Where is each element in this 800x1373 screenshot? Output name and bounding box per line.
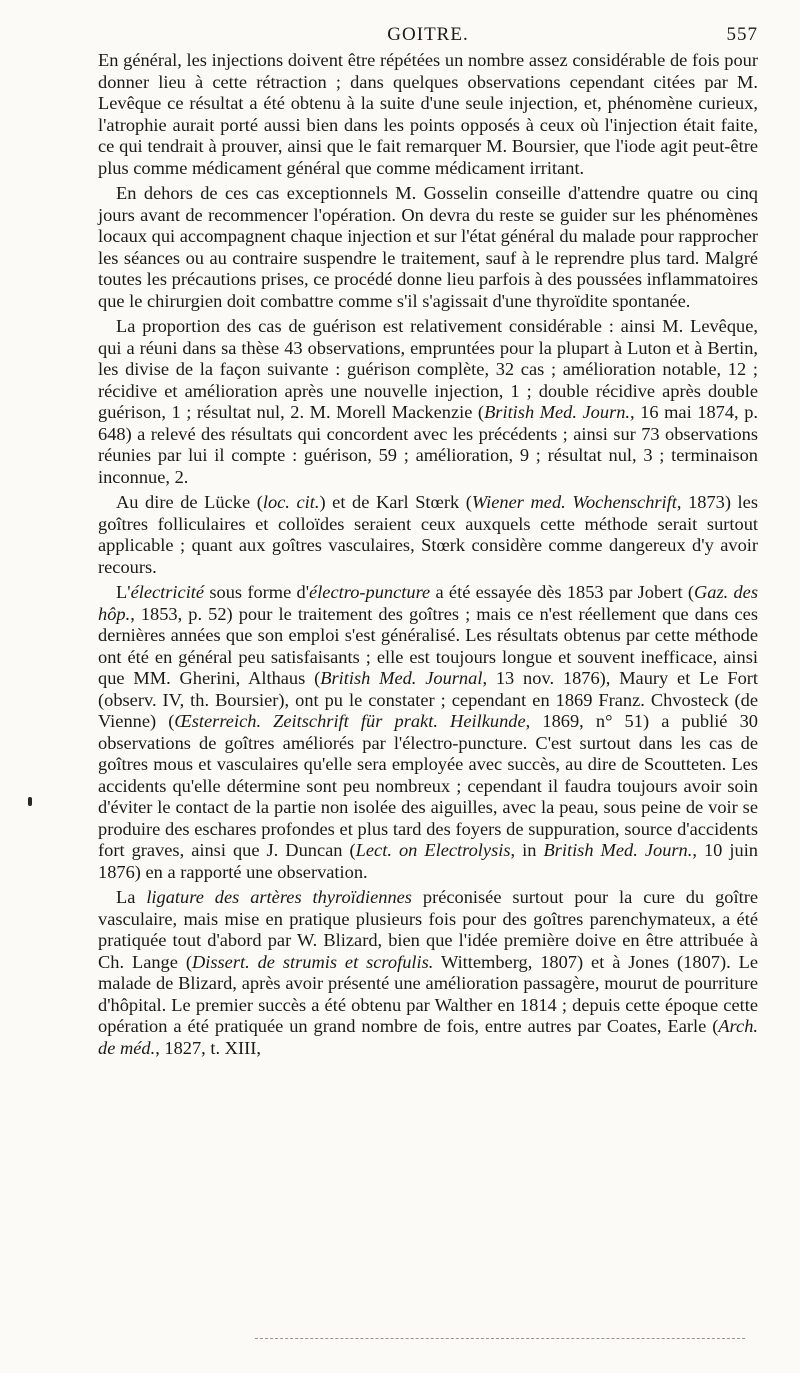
paragraph-cure-proportion bbox=[98, 316, 758, 488]
bottom-rule bbox=[255, 1338, 745, 1339]
italic-citation: British Med. Journ. bbox=[484, 402, 631, 422]
italic-citation: électro-puncture bbox=[309, 582, 431, 602]
paragraph-ligature bbox=[98, 887, 758, 1059]
paragraph-lucke-stoerk bbox=[98, 492, 758, 578]
text-run: , 16 mai 1874, p. 648) a relevé des résultats qui concordent avec les précédents ; ainsi sur 73 observations réunies par lui il compte : guérison, 59 ; amélioration, 9 ; résultat nul, 3 ; terminaison inconnue, 2. bbox=[98, 402, 758, 487]
italic-citation: British Med. Journal bbox=[320, 668, 483, 688]
text-run: , in bbox=[510, 840, 544, 860]
text-run: préconisée surtout pour la cure du goître vasculaire, mais mise en pratique plusieurs fois pour des goîtres parenchymateux, a été pratiquée tout d'abord par W. Blizard, bien que l'idée première doive en être attribuée à Ch. Lange ( bbox=[98, 887, 758, 972]
text-run: ) et de Karl Stœrk ( bbox=[319, 492, 472, 512]
text-run: a été essayée dès 1853 par Jobert ( bbox=[430, 582, 694, 602]
paragraph-injections-repeated bbox=[98, 50, 758, 179]
paragraph-electricity bbox=[98, 582, 758, 883]
text-run: , 1873) les goîtres folliculaires et colloïdes seraient ceux auxquels cette méthode serait surtout applicable ; quant aux goîtres vasculaires, Stœrk considère comme dangereux d'y avoir recours. bbox=[98, 492, 758, 577]
text-run: , 1827, t. XIII, bbox=[155, 1037, 261, 1058]
text-run: Au dire de Lücke ( bbox=[116, 492, 263, 512]
text-run: En général, les injections doivent être répétées un nombre assez considérable de fois pour donner lieu à cette rétraction ; dans quelques observations cependant citées par M. Levêque ce résultat a été obtenu à la suite d'une seule injection, et, phénomène curieux, l'atrophie aurait porté aussi bien dans les points opposés à ceux où l'injection était faite, ce qui tendrait à prouver, ainsi que le fait remarquer M. Boursier, que l'iode agit peut-être plus comme médicament général que comme médicament irritant. bbox=[98, 50, 758, 178]
text-run: La bbox=[116, 887, 147, 907]
italic-citation: Dissert. de strumis et scrofulis. bbox=[191, 951, 434, 972]
margin-ink-mark bbox=[28, 797, 32, 806]
paragraph-gosselin-interval bbox=[98, 183, 758, 312]
text-run: , 10 juin 1876) en a rapporté une observation. bbox=[98, 840, 759, 882]
italic-citation: Wiener med. Wochenschrift bbox=[471, 492, 677, 512]
italic-citation: Arch. de méd. bbox=[98, 1016, 758, 1058]
text-run: La proportion des cas de guérison est relativement considérable : ainsi M. Levêque, qui a réuni dans sa thèse 43 observations, empruntées pour la plupart à Luton et à Bertin, les divise de la façon suivante : guérison complète, 32 cas ; amélioration notable, 12 ; récidive et amélioration après une nouvelle injection, 1 ; double récidive après double guérison, 1 ; résultat nul, 2. M. Morell Mackenzie ( bbox=[98, 316, 758, 422]
italic-citation: Gaz. des hôp. bbox=[98, 582, 758, 624]
page-number: 557 bbox=[726, 24, 758, 45]
italic-citation: Lect. on Electrolysis bbox=[355, 840, 511, 860]
running-title: GOITRE. bbox=[387, 24, 469, 45]
body-text bbox=[98, 50, 758, 1063]
text-run: , 1869, n° 51) a publié 30 observations de goîtres améliorés par l'électro-puncture. C'est surtout dans les cas de goîtres mous et vasculaires qu'elle sera employée avec succès, au dire de Scoutteten. Les accidents qu'elle détermine sont peu nombreux ; cependant il faudra toujours avoir soin d'éviter le contact de la partie non isolée des aiguilles, avec la peau, sous peine de voir se produire des eschares profondes et plus tard des foyers de suppuration, source d'accidents fort graves, ainsi que J. Duncan ( bbox=[98, 711, 758, 860]
italic-citation: Œsterreich. Zeitschrift für prakt. Heilkunde bbox=[174, 711, 526, 731]
text-run: En dehors de ces cas exceptionnels M. Gosselin conseille d'attendre quatre ou cinq jours avant de recommencer l'opération. On devra du reste se guider sur les phénomènes locaux qui accompagnent chaque injection et sur l'état général du malade pour rapprocher les séances ou au contraire suspendre le traitement, sauf à le reprendre plus tard. Malgré toutes les précautions prises, ce procédé donne lieu parfois à des poussées inflammatoires que le chirurgien doit combattre comme s'il s'agissait d'une thyroïdite spontanée. bbox=[98, 183, 758, 311]
text-run: L' bbox=[116, 582, 131, 602]
italic-citation: British Med. Journ. bbox=[543, 840, 693, 860]
italic-citation: loc. cit. bbox=[262, 492, 320, 512]
italic-citation: électricité bbox=[130, 582, 205, 602]
italic-citation: ligature des artères thyroïdiennes bbox=[146, 887, 412, 907]
text-run: sous forme d' bbox=[204, 582, 310, 602]
text-run: Wittemberg, 1807) et à Jones (1807). Le malade de Blizard, après avoir présenté une amélioration passagère, mourut de pourriture d'hôpital. Le premier succès a été obtenu par Walther en 1814 ; depuis cette époque cette opération a été pratiquée un grand nombre de fois, entre autres par Coates, Earle ( bbox=[98, 951, 758, 1036]
text-run: , 1853, p. 52) pour le traitement des goîtres ; mais ce n'est réellement que dans ces dernières années que son emploi s'est généralisé. Les résultats obtenus par cette méthode ont été en général peu satisfaisants ; elle est toujours longue et souvent inefficace, ainsi que MM. Gherini, Althaus ( bbox=[98, 603, 758, 688]
text-run: , 13 nov. 1876), Maury et Le Fort (observ. IV, th. Boursier), ont pu le constater ; cependant en 1869 Franz. Chvosteck (de Vienne) ( bbox=[98, 668, 758, 731]
